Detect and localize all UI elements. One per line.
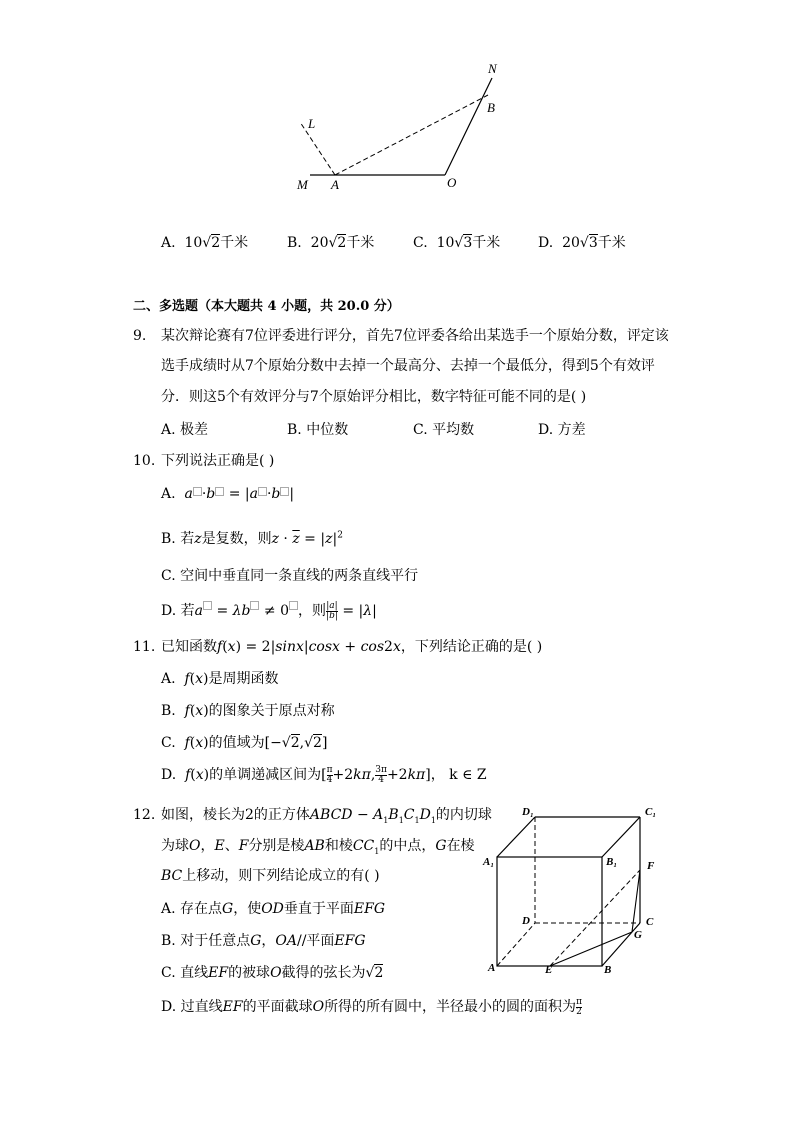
cube-label-e: E [545, 964, 553, 976]
q12-option-c[interactable]: C. 直线EF的被球O截得的弦长为√2 [161, 965, 384, 981]
cube-label-b1: B₁ [606, 856, 618, 868]
label-a: A [331, 177, 339, 192]
q8-option-c[interactable]: C. 10√3千米 [413, 235, 501, 251]
q10-option-c[interactable]: C. 空间中垂直同一条直线的两条直线平行 [161, 568, 419, 584]
q12-option-a[interactable]: A. 存在点G，使OD垂直于平面EFG [161, 901, 386, 917]
q11-option-d[interactable]: D. f(x)的单调递减区间为[ $\frac{\pi}{4}+2k\pi$, $\frac{3\pi}{4}+2k\pi$]， k ∈ Z [161, 764, 487, 785]
q9-stem-line2: 选手成绩时从7个原始分数中去掉一个最高分、去掉一个最低分，得到5个有效评 [161, 358, 655, 374]
label-m: M [297, 177, 308, 192]
cube-label-c: C [646, 916, 654, 928]
cube-label-a1: A₁ [483, 856, 495, 868]
q9-stem-line3: 分．则这5个有效评分与7个原始评分相比，数字特征可能不同的是( ) [161, 389, 587, 405]
q12-option-d[interactable]: D. 过直线EF的平面截球O所得的所有圆中，半径最小的圆的面积为 $\frac{\pi}{2}$ [161, 996, 582, 1017]
q9-option-a[interactable]: A. 极差 [161, 422, 209, 438]
q9-option-d[interactable]: D. 方差 [538, 422, 586, 438]
figure-geometry-nbamo [290, 60, 510, 200]
q10-number: 10. [133, 453, 156, 469]
cube-label-d1: D₁ [522, 806, 534, 818]
q9-option-b[interactable]: B. 中位数 [287, 422, 349, 438]
cube-label-b: B [604, 964, 612, 976]
cube-label-d: D [522, 915, 530, 927]
q10-stem: 下列说法正确是( ) [161, 453, 275, 469]
q10-option-a[interactable]: A. a ·b = |a ·b | [161, 486, 295, 502]
q10-option-d[interactable]: D. 若a = λb ≠ 0 ，则 $\frac{|a|}{|b|} = |\lambda|$ [161, 600, 377, 621]
q8-option-a[interactable]: A. 10√2千米 [161, 235, 249, 251]
cube-label-g: G [634, 929, 642, 941]
q9-option-c[interactable]: C. 平均数 [413, 422, 475, 438]
cube-front-face [497, 857, 602, 966]
cube-label-c1: C₁ [645, 806, 657, 818]
q9-number: 9. [133, 328, 147, 344]
q12-option-b[interactable]: B. 对于任意点G，OA//平面EFG [161, 933, 366, 949]
q8-option-b[interactable]: B. 20√2千米 [287, 235, 375, 251]
cube-label-f: F [647, 860, 655, 872]
line-ab-dashed [335, 95, 488, 175]
figure-cube [480, 805, 665, 980]
q12-stem-line2: 为球O，E、F分别是棱AB和棱$CC_1$的中点，G在棱 [161, 838, 475, 856]
q12-stem-line1: 如图，棱长为2的正方体ABCD − $A_1B_1C_1D_1$的内切球 [161, 807, 492, 825]
line-al-dashed [300, 122, 335, 175]
cube-edge-b1c1 [602, 817, 640, 857]
q9-stem-line1: 某次辩论赛有7位评委进行评分，首先7位评委各给出某选手一个原始分数，评定该 [161, 328, 669, 344]
q11-stem: 已知函数f(x) = 2|sinx|cosx + cos2x，下列结论正确的是( ) [161, 639, 543, 655]
cube-edge-ad-hidden [497, 923, 535, 966]
label-b: B [487, 100, 495, 115]
q11-option-a[interactable]: A. f(x)是周期函数 [161, 671, 279, 687]
q8-option-d[interactable]: D. 20√3千米 [538, 235, 626, 251]
label-l: L [308, 116, 316, 131]
cube-line-eg [550, 932, 632, 966]
cube-label-a: A [488, 962, 496, 974]
section-title-multiple-choice: 二、多选题（本大题共 4 小题，共 20.0 分） [133, 299, 400, 314]
label-o: O [447, 175, 457, 190]
q12-number: 12. [133, 807, 156, 823]
q11-number: 11. [133, 639, 156, 655]
label-n: N [488, 61, 497, 76]
q11-option-c[interactable]: C. f(x)的值域为[−√2,√2] [161, 735, 328, 751]
line-ob-n [445, 78, 492, 175]
q11-option-b[interactable]: B. f(x)的图象关于原点对称 [161, 703, 335, 719]
cube-edge-a1d1 [497, 817, 535, 857]
q10-option-b[interactable]: B. 若z是复数，则$z \cdot \overline{z} = |z|^2$ [161, 530, 343, 547]
cube-line-ef-hidden [550, 870, 640, 966]
q12-stem-line3: BC上移动，则下列结论成立的有( ) [161, 868, 380, 884]
